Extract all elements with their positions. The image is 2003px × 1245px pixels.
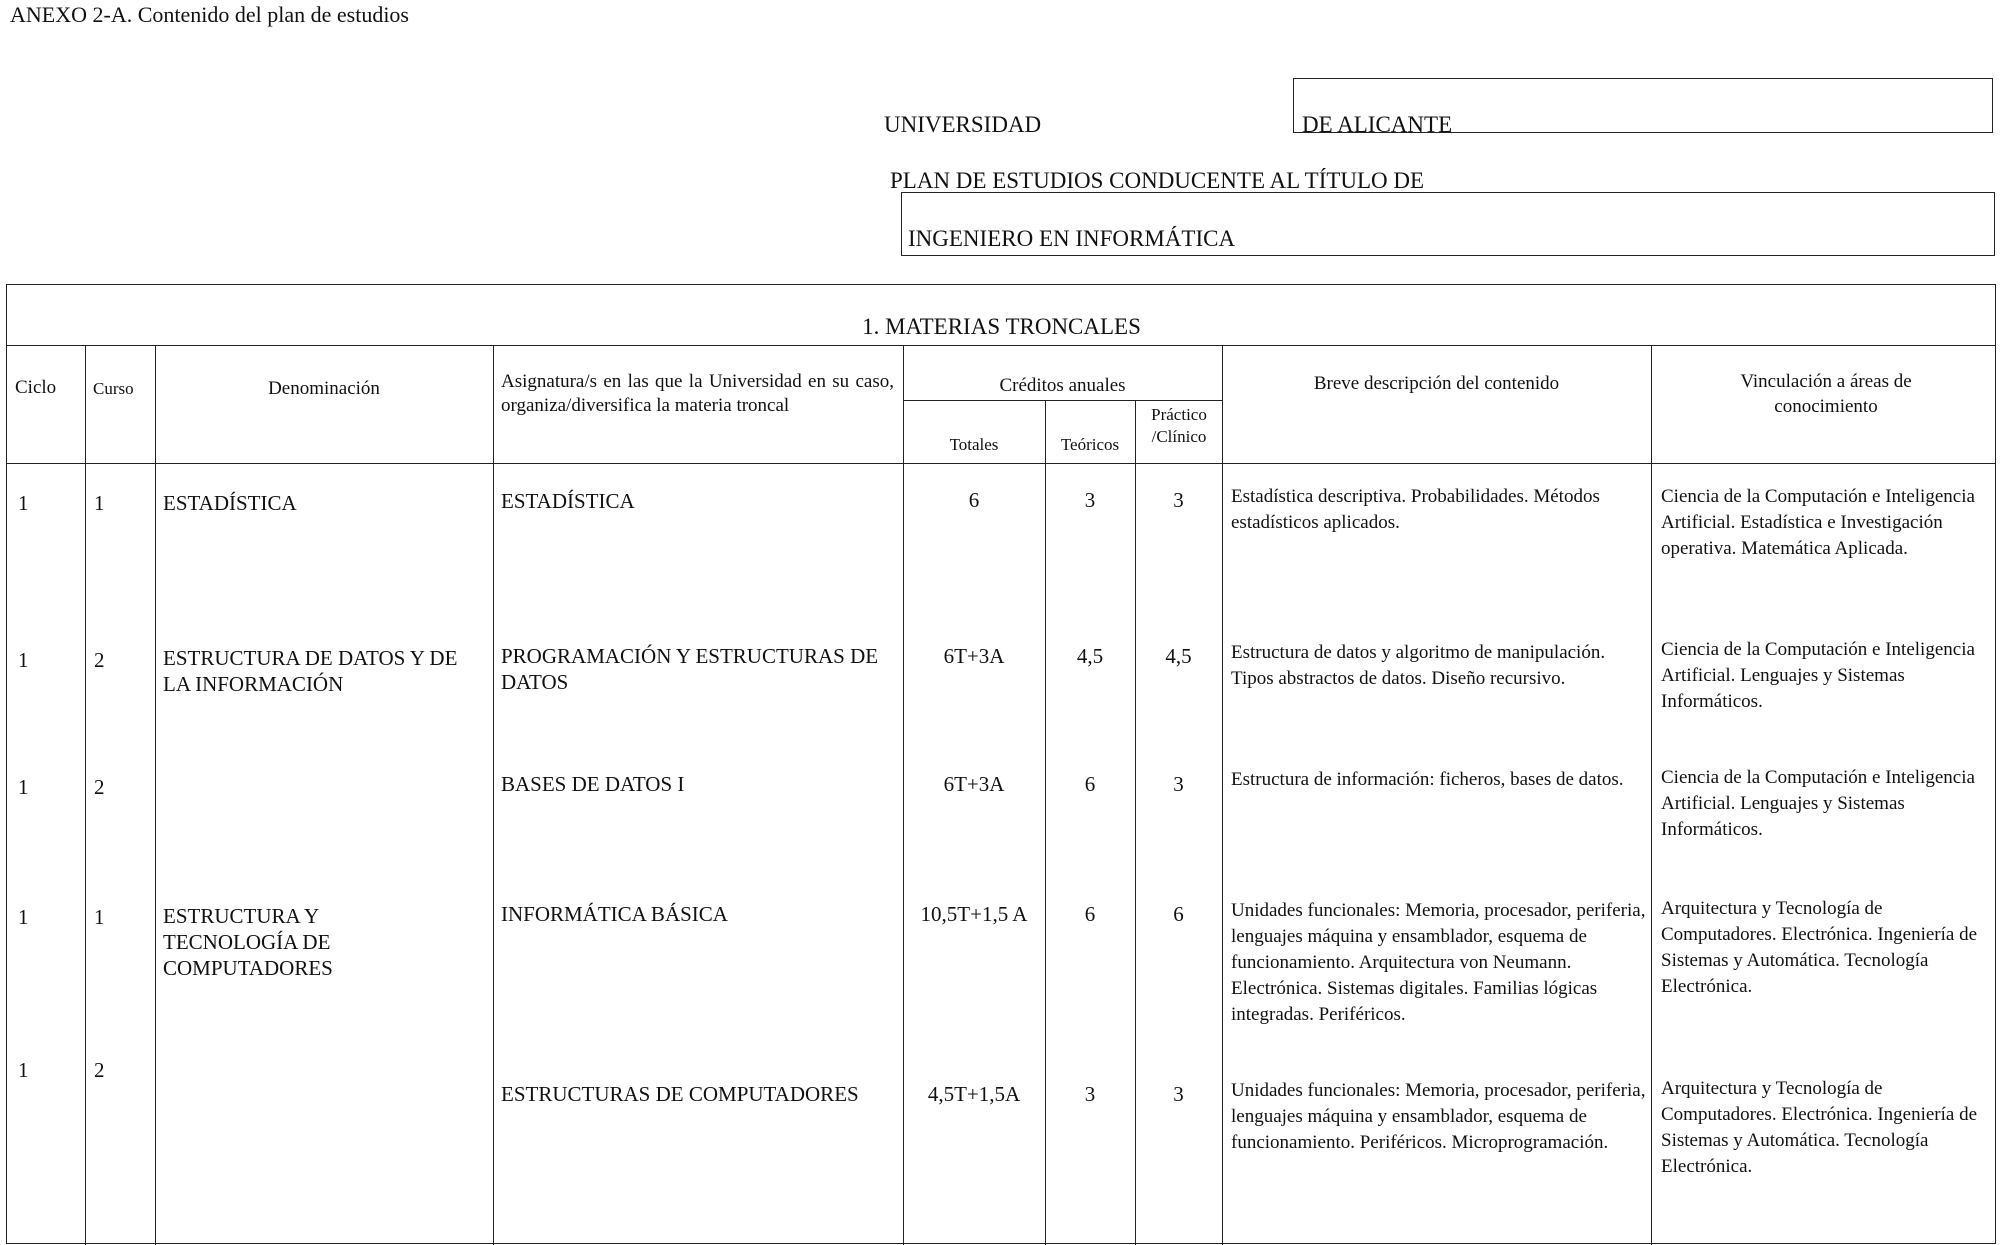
cell-asignatura: ESTADÍSTICA <box>501 489 635 513</box>
cell-practico: 3 <box>1173 488 1184 512</box>
cell-curso: 2 <box>94 775 105 799</box>
cell-vinculacion: Ciencia de la Computación e Inteligencia Artificial. Estadística e Investigación operativa. Matemática Aplicada. <box>1661 486 1975 559</box>
cell-teoricos: 3 <box>1084 488 1096 512</box>
header-totales: Totales <box>949 435 999 454</box>
cell-teoricos: 3 <box>1084 1082 1096 1106</box>
cell-denominacion: ESTRUCTURA DE DATOS Y DE LA INFORMACIÓN <box>163 646 458 696</box>
cell-teoricos: 4,5 <box>1076 644 1104 668</box>
cell-totales: 6T+3A <box>943 644 1005 668</box>
credits-subheader-divider <box>903 400 1222 401</box>
cell-totales: 10,5T+1,5 A <box>920 902 1028 926</box>
cell-practico: 3 <box>1173 772 1184 796</box>
cell-ciclo: 1 <box>18 775 29 799</box>
cell-asignatura: BASES DE DATOS I <box>501 772 685 796</box>
cell-descripcion: Estructura de información: ficheros, bases de datos. <box>1231 769 1624 790</box>
cell-curso: 2 <box>94 648 105 672</box>
col-divider <box>155 345 156 1245</box>
annex-title: ANEXO 2-A. Contenido del plan de estudios <box>10 2 409 27</box>
col-divider <box>493 345 494 1245</box>
cell-asignatura: PROGRAMACIÓN Y ESTRUCTURAS DE DATOS <box>501 644 879 694</box>
cell-asignatura: INFORMÁTICA BÁSICA <box>501 902 728 926</box>
cell-descripcion: Unidades funcionales: Memoria, procesador, periferia, lenguajes máquina y ensamblador, esquema de funcionamiento. Periféricos. Microprogramación. <box>1231 1080 1646 1153</box>
col-divider <box>1222 345 1223 1245</box>
plan-label: PLAN DE ESTUDIOS CONDUCENTE AL TÍTULO DE <box>890 168 1425 193</box>
university-label: UNIVERSIDAD <box>884 112 1042 137</box>
cell-descripcion: Estructura de datos y algoritmo de manipulación. Tipos abstractos de datos. Diseño recursivo. <box>1231 642 1606 689</box>
university-value: DE ALICANTE <box>1302 112 1453 137</box>
header-denominacion: Denominación <box>268 378 380 399</box>
cell-denominacion: ESTADÍSTICA <box>163 491 297 515</box>
cell-ciclo: 1 <box>18 1058 29 1082</box>
header-divider <box>6 463 1996 464</box>
header-vinculacion: Vinculación a áreas de conocimiento <box>1740 371 1912 417</box>
cell-curso: 1 <box>94 491 105 515</box>
header-ciclo: Ciclo <box>15 377 57 398</box>
header-practico: Práctico /Clínico <box>1151 405 1207 446</box>
cell-descripcion: Unidades funcionales: Memoria, procesador, periferia, lenguajes máquina y ensamblador, esquema de funcionamiento. Arquitectura von Neumann. Electrónica. Sistemas digitales. Familias lógicas integradas. Periféricos. <box>1231 900 1646 1025</box>
cell-totales: 4,5T+1,5A <box>927 1082 1021 1106</box>
cell-vinculacion: Arquitectura y Tecnología de Computadores. Electrónica. Ingeniería de Sistemas y Automática. Tecnología Electrónica. <box>1661 898 1978 997</box>
cell-vinculacion: Ciencia de la Computación e Inteligencia Artificial. Lenguajes y Sistemas Informáticos. <box>1661 767 1975 840</box>
col-divider <box>1045 400 1046 1245</box>
cell-totales: 6T+3A <box>943 772 1005 796</box>
cell-ciclo: 1 <box>18 905 29 929</box>
cell-teoricos: 6 <box>1084 772 1096 796</box>
cell-asignatura: ESTRUCTURAS DE COMPUTADORES <box>501 1082 859 1106</box>
cell-practico: 6 <box>1173 902 1184 926</box>
cell-vinculacion: Arquitectura y Tecnología de Computadores. Electrónica. Ingeniería de Sistemas y Automática. Tecnología Electrónica. <box>1661 1078 1978 1177</box>
header-curso: Curso <box>93 379 134 398</box>
cell-practico: 4,5 <box>1165 644 1192 668</box>
col-divider <box>85 345 86 1245</box>
cell-denominacion: ESTRUCTURA Y TECNOLOGÍA DE COMPUTADORES <box>163 904 333 980</box>
cell-curso: 1 <box>94 905 105 929</box>
cell-totales: 6 <box>968 488 980 512</box>
col-divider <box>1135 400 1136 1245</box>
cell-practico: 3 <box>1173 1082 1184 1106</box>
cell-teoricos: 6 <box>1084 902 1096 926</box>
cell-curso: 2 <box>94 1058 105 1082</box>
header-teoricos: Teóricos <box>1060 435 1120 454</box>
cell-ciclo: 1 <box>18 491 29 515</box>
col-divider <box>1651 345 1652 1245</box>
section-divider <box>6 345 1996 346</box>
header-asignaturas: Asignatura/s en las que la Universidad en su caso, organiza/diversifica la materia troncal <box>501 371 894 416</box>
header-descripcion: Breve descripción del contenido <box>1313 373 1560 394</box>
cell-descripcion: Estadística descriptiva. Probabilidades. Métodos estadísticos aplicados. <box>1231 486 1600 533</box>
header-creditos: Créditos anuales <box>999 375 1126 396</box>
cell-ciclo: 1 <box>18 648 29 672</box>
section-title: 1. MATERIAS TRONCALES <box>862 314 1141 339</box>
cell-vinculacion: Ciencia de la Computación e Inteligencia Artificial. Lenguajes y Sistemas Informáticos. <box>1661 639 1975 712</box>
degree-title-value: INGENIERO EN INFORMÁTICA <box>908 226 1236 251</box>
